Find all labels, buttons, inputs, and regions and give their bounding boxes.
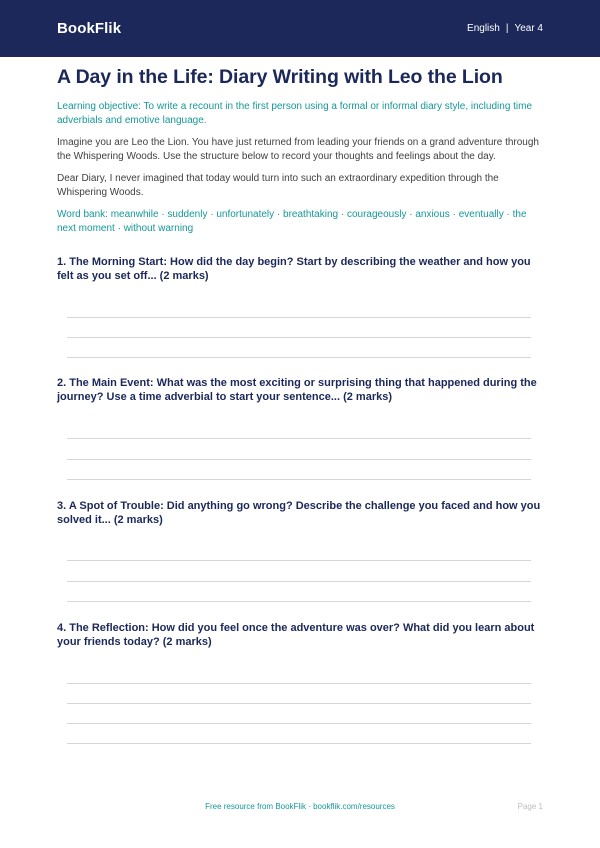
header-bar [0, 0, 600, 57]
answer-line[interactable] [67, 438, 531, 439]
brand-logo[interactable]: BookFlik [57, 20, 122, 37]
intro-paragraph: Imagine you are Leo the Lion. You have just returned from leading your friends on a grand adventure through the Whispering Woods. Use the structure below to record your thoughts and feelings about the day. [57, 137, 539, 162]
answer-line[interactable] [67, 357, 531, 358]
answer-line[interactable] [67, 560, 531, 561]
answer-line[interactable] [67, 317, 531, 318]
meta-separator: | [505, 23, 509, 34]
answer-line[interactable] [67, 337, 531, 338]
page-footer [0, 802, 600, 814]
answer-line[interactable] [67, 581, 531, 582]
word-bank: Word bank: meanwhile · suddenly · unfortunately · breathtaking · courageously · anxious · eventually · the next moment · without warning [57, 209, 527, 234]
question-3: 3. A Spot of Trouble: Did anything go wrong? Describe the challenge you faced and how you solved it... (2 marks) [57, 500, 541, 526]
question-1: 1. The Morning Start: How did the day begin? Start by describing the weather and how you felt as you set off... (2 marks) [57, 256, 531, 282]
footer-credit-link[interactable]: Free resource from BookFlik · bookflik.com/resources [205, 802, 395, 811]
year-label: Year 4 [514, 23, 543, 34]
answer-line[interactable] [67, 723, 531, 724]
answer-line[interactable] [67, 743, 531, 744]
question-2: 2. The Main Event: What was the most exciting or surprising thing that happened during the journey? Use a time adverbial to start your sentence... (2 marks) [57, 377, 537, 403]
answer-line[interactable] [67, 601, 531, 602]
learning-objective: Learning objective: To write a recount in the first person using a formal or informal diary style, including time adverbials and emotive language. [57, 101, 533, 126]
answer-line[interactable] [67, 703, 531, 704]
question-4: 4. The Reflection: How did you feel once the adventure was over? What did you learn about your friends today? (2 marks) [57, 622, 535, 648]
page-number: Page 1 [517, 802, 543, 811]
answer-line[interactable] [67, 459, 531, 460]
subject-year-label [467, 23, 543, 34]
worksheet-intro [57, 66, 543, 236]
diary-opening: Dear Diary, I never imagined that today would turn into such an extraordinary expedition through the Whispering Woods. [57, 173, 499, 198]
page-title: A Day in the Life: Diary Writing with Leo the Lion [57, 66, 503, 88]
answer-line[interactable] [67, 479, 531, 480]
answer-line[interactable] [67, 683, 531, 684]
subject-label: English [467, 23, 500, 34]
